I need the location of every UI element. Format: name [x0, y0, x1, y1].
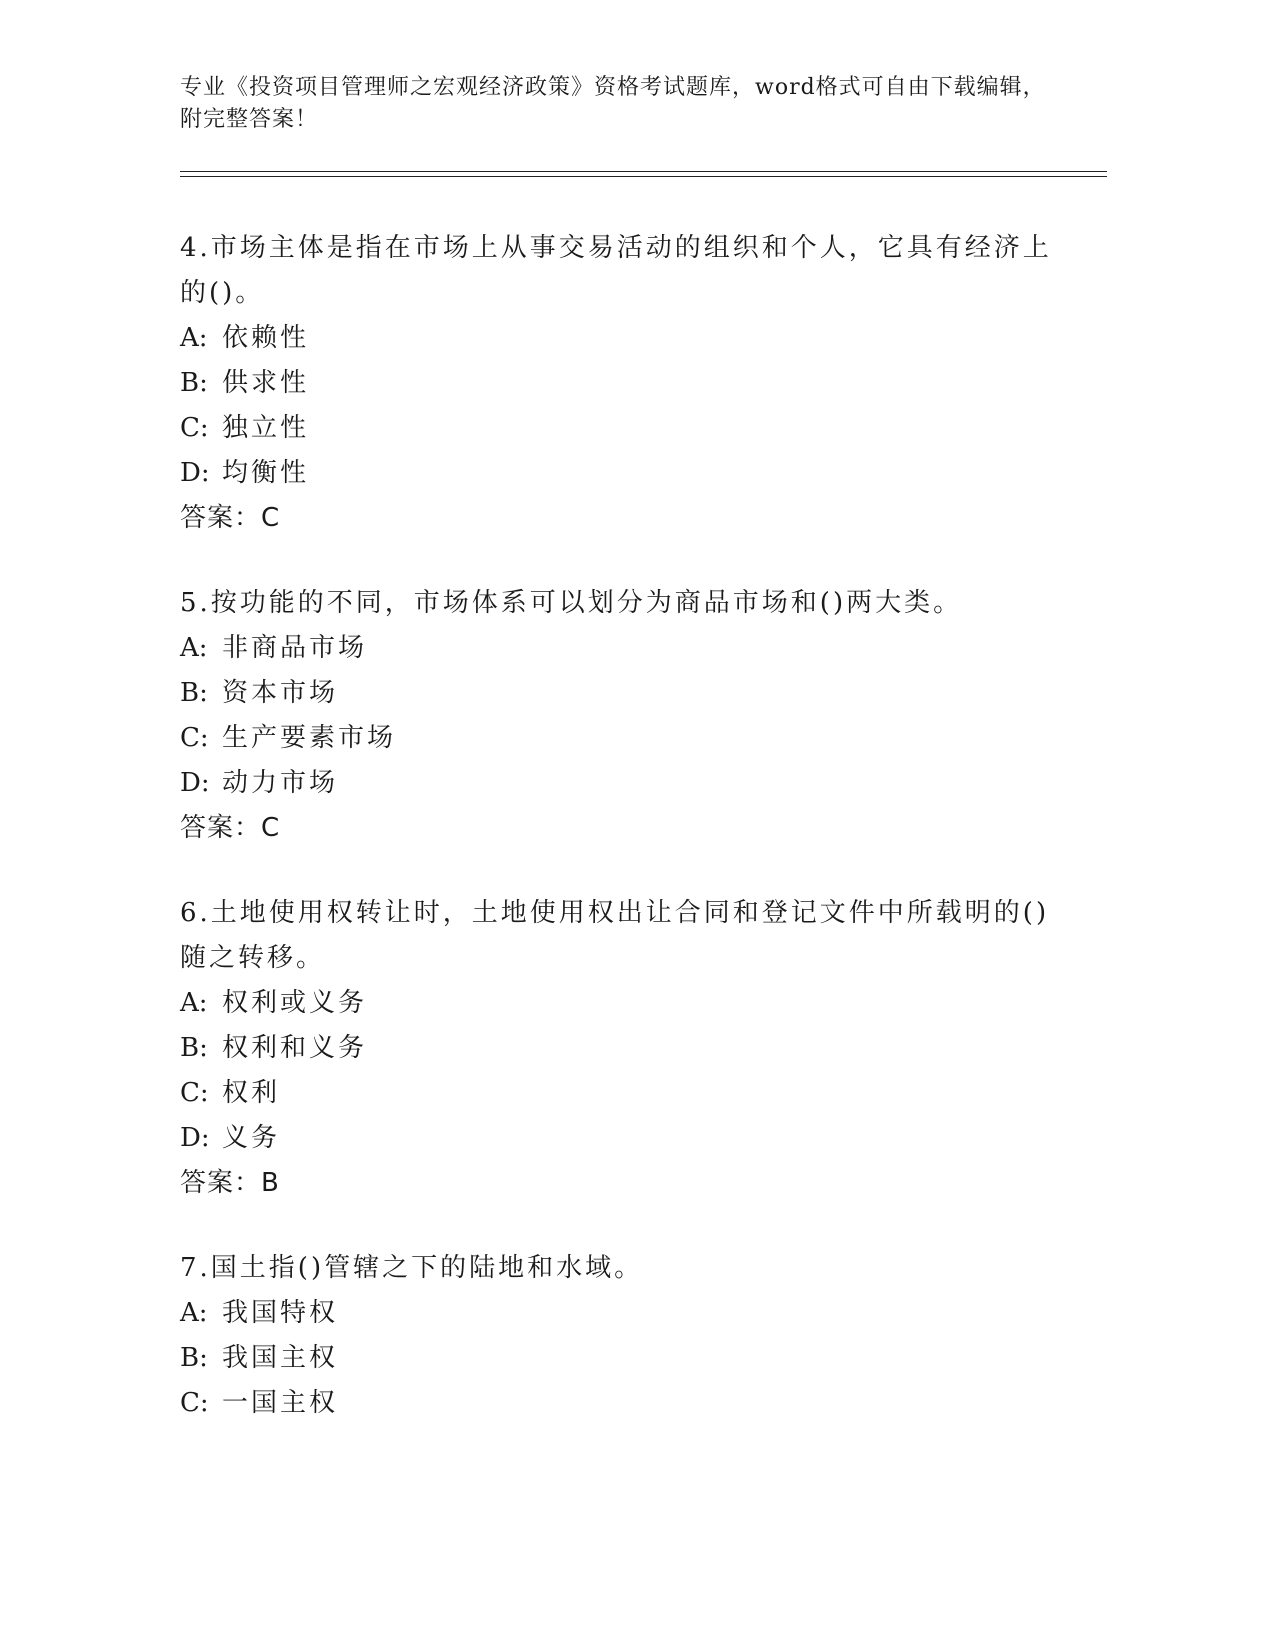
option-letter: D: [180, 768, 210, 798]
answer-label: 答案： [180, 503, 262, 533]
option-d [180, 1116, 1060, 1161]
option-text: 一国主权 [222, 1388, 339, 1418]
option-letter: C: [180, 1388, 209, 1418]
option-text: 均衡性 [222, 458, 310, 488]
option-text: 我国特权 [222, 1298, 339, 1328]
option-letter: A: [180, 988, 208, 1018]
option-letter: A: [180, 633, 208, 663]
option-text: 生产要素市场 [222, 723, 397, 753]
option-a [180, 981, 1060, 1026]
option-b [180, 1026, 1060, 1071]
answer-line [180, 496, 1060, 541]
answer-label: 答案： [180, 1168, 262, 1198]
question-stem: 4.市场主体是指在市场上从事交易活动的组织和个人，它具有经济上的()。 [180, 233, 1052, 308]
option-text: 非商品市场 [222, 633, 368, 663]
question-item [180, 581, 1060, 851]
option-text: 权利或义务 [222, 988, 368, 1018]
answer-line [180, 806, 1060, 851]
option-letter: D: [180, 1123, 210, 1153]
document-header: 专业《投资项目管理师之宏观经济政策》资格考试题库，word格式可自由下载编辑，附完整答案！ [180, 75, 1046, 132]
question-list [180, 226, 1060, 1466]
option-c [180, 1071, 1060, 1116]
question-stem: 7.国土指()管辖之下的陆地和水域。 [180, 1253, 644, 1283]
question-stem: 5.按功能的不同，市场体系可以划分为商品市场和()两大类。 [180, 588, 963, 618]
header-divider-bottom [180, 176, 1107, 177]
option-a [180, 316, 1060, 361]
option-letter: C: [180, 413, 209, 443]
answer-line [180, 1161, 1060, 1206]
option-a [180, 626, 1060, 671]
option-text: 权利 [222, 1078, 281, 1108]
question-item [180, 1246, 1060, 1426]
option-letter: C: [180, 723, 209, 753]
option-text: 动力市场 [222, 768, 339, 798]
question-stem: 6.土地使用权转让时，土地使用权出让合同和登记文件中所载明的()随之转移。 [180, 898, 1050, 973]
option-d [180, 761, 1060, 806]
option-text: 义务 [222, 1123, 281, 1153]
answer-value: C [261, 813, 281, 843]
option-letter: B: [180, 678, 208, 708]
option-text: 供求性 [222, 368, 310, 398]
option-b [180, 671, 1060, 716]
option-letter: D: [180, 458, 210, 488]
option-c [180, 1381, 1060, 1426]
option-text: 我国主权 [222, 1343, 339, 1373]
answer-value: C [261, 503, 281, 533]
question-item [180, 226, 1060, 541]
option-b [180, 1336, 1060, 1381]
option-c [180, 716, 1060, 761]
header-divider-top [180, 171, 1107, 172]
option-d [180, 451, 1060, 496]
answer-value: B [261, 1168, 280, 1198]
option-text: 权利和义务 [222, 1033, 368, 1063]
option-letter: C: [180, 1078, 209, 1108]
option-b [180, 361, 1060, 406]
option-letter: B: [180, 1343, 208, 1373]
option-text: 依赖性 [222, 323, 310, 353]
option-letter: B: [180, 368, 208, 398]
question-item [180, 891, 1060, 1206]
option-a [180, 1291, 1060, 1336]
option-letter: A: [180, 1298, 208, 1328]
option-letter: A: [180, 323, 208, 353]
option-letter: B: [180, 1033, 208, 1063]
option-text: 独立性 [222, 413, 310, 443]
option-c [180, 406, 1060, 451]
option-text: 资本市场 [222, 678, 339, 708]
answer-label: 答案： [180, 813, 262, 843]
